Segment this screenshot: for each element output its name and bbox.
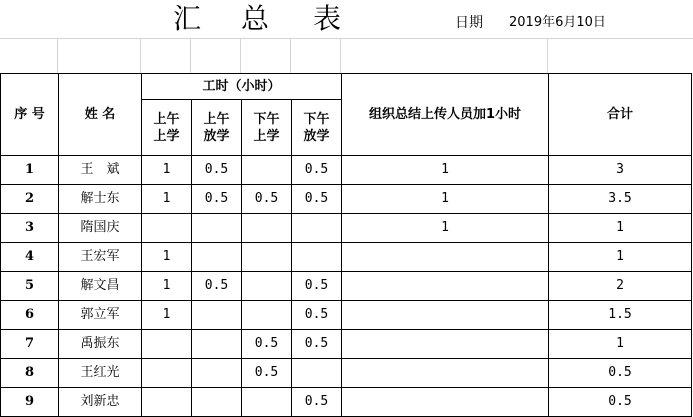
cell-am-end[interactable] xyxy=(192,243,242,272)
cell-total[interactable]: 1.5 xyxy=(549,301,692,330)
gridline xyxy=(57,38,58,74)
cell-am-start[interactable] xyxy=(142,214,192,243)
cell-pm-end[interactable]: 0.5 xyxy=(292,185,342,214)
cell-am-start[interactable]: 1 xyxy=(142,272,192,301)
cell-seq[interactable]: 6 xyxy=(1,301,59,330)
cell-am-start[interactable]: 1 xyxy=(142,156,192,185)
cell-am-end[interactable]: 0.5 xyxy=(192,272,242,301)
header-pm-school-end-label: 下午 放学 xyxy=(303,111,330,144)
cell-total[interactable]: 0.5 xyxy=(549,388,692,417)
cell-seq[interactable]: 8 xyxy=(1,359,59,388)
date-label: 日期 xyxy=(455,15,483,31)
cell-pm-end[interactable] xyxy=(292,359,342,388)
header-worktime-group[interactable]: 工时（小时） xyxy=(142,74,342,100)
cell-total[interactable]: 3 xyxy=(549,156,692,185)
summary-table xyxy=(0,73,692,417)
cell-name[interactable]: 隋国庆 xyxy=(59,214,142,243)
cell-seq[interactable]: 2 xyxy=(1,185,59,214)
cell-name[interactable]: 刘新忠 xyxy=(59,388,142,417)
header-total[interactable]: 合计 xyxy=(549,74,692,156)
title-char-2: 总 xyxy=(241,2,270,35)
cell-bonus[interactable] xyxy=(342,301,549,330)
cell-am-end[interactable] xyxy=(192,359,242,388)
header-name[interactable]: 姓 名 xyxy=(59,74,142,156)
cell-am-end[interactable] xyxy=(192,388,242,417)
cell-seq[interactable]: 9 xyxy=(1,388,59,417)
cell-pm-end[interactable]: 0.5 xyxy=(292,272,342,301)
cell-pm-start[interactable] xyxy=(242,243,292,272)
header-seq[interactable]: 序 号 xyxy=(1,74,59,156)
table-row xyxy=(1,272,692,301)
cell-pm-end[interactable] xyxy=(292,243,342,272)
gridline xyxy=(290,38,291,74)
header-am-school-end-label: 上午 放学 xyxy=(203,111,230,144)
header-am-school-start-label: 上午 上学 xyxy=(153,111,180,144)
header-row xyxy=(1,74,692,100)
cell-total[interactable]: 3.5 xyxy=(549,185,692,214)
table-row xyxy=(1,359,692,388)
cell-seq[interactable]: 5 xyxy=(1,272,59,301)
cell-pm-start[interactable]: 0.5 xyxy=(242,185,292,214)
cell-total[interactable]: 1 xyxy=(549,330,692,359)
cell-bonus[interactable] xyxy=(342,330,549,359)
cell-am-start[interactable]: 1 xyxy=(142,301,192,330)
cell-bonus[interactable]: 1 xyxy=(342,185,549,214)
gridline xyxy=(190,38,191,74)
cell-am-start[interactable]: 1 xyxy=(142,185,192,214)
title-char-1: 汇 xyxy=(173,2,202,35)
cell-name[interactable]: 王宏军 xyxy=(59,243,142,272)
cell-seq[interactable]: 4 xyxy=(1,243,59,272)
header-pm-school-start-label: 下午 上学 xyxy=(253,111,280,144)
cell-name[interactable]: 禹振东 xyxy=(59,330,142,359)
cell-pm-end[interactable]: 0.5 xyxy=(292,330,342,359)
cell-seq[interactable]: 7 xyxy=(1,330,59,359)
cell-am-start[interactable] xyxy=(142,359,192,388)
cell-am-end[interactable] xyxy=(192,330,242,359)
cell-pm-start[interactable] xyxy=(242,388,292,417)
header-am-school-end[interactable] xyxy=(192,100,242,156)
cell-am-start[interactable] xyxy=(142,388,192,417)
cell-am-start[interactable]: 1 xyxy=(142,243,192,272)
cell-name[interactable]: 王 斌 xyxy=(59,156,142,185)
cell-pm-start[interactable]: 0.5 xyxy=(242,359,292,388)
cell-bonus[interactable]: 1 xyxy=(342,214,549,243)
cell-am-start[interactable] xyxy=(142,330,192,359)
cell-name[interactable]: 王红光 xyxy=(59,359,142,388)
cell-name[interactable]: 郭立军 xyxy=(59,301,142,330)
title-char-3: 表 xyxy=(313,2,342,35)
table-row xyxy=(1,301,692,330)
cell-am-end[interactable] xyxy=(192,214,242,243)
cell-total[interactable]: 0.5 xyxy=(549,359,692,388)
date-value: 2019年6月10日 xyxy=(509,15,606,30)
cell-seq[interactable]: 3 xyxy=(1,214,59,243)
cell-bonus[interactable] xyxy=(342,243,549,272)
header-pm-school-end[interactable] xyxy=(292,100,342,156)
header-am-school-start[interactable] xyxy=(142,100,192,156)
table-row xyxy=(1,214,692,243)
gridline xyxy=(547,38,548,74)
cell-pm-end[interactable]: 0.5 xyxy=(292,156,342,185)
cell-seq[interactable]: 1 xyxy=(1,156,59,185)
gridline xyxy=(340,38,341,74)
gridline xyxy=(240,38,241,74)
cell-name[interactable]: 解文昌 xyxy=(59,272,142,301)
cell-pm-end[interactable]: 0.5 xyxy=(292,388,342,417)
header-summary-bonus[interactable]: 组织总结上传人员加1小时 xyxy=(342,74,549,156)
cell-am-end[interactable]: 0.5 xyxy=(192,185,242,214)
cell-total[interactable]: 1 xyxy=(549,214,692,243)
gridline xyxy=(0,38,693,39)
cell-bonus[interactable] xyxy=(342,388,549,417)
header-pm-school-start[interactable] xyxy=(242,100,292,156)
cell-bonus[interactable] xyxy=(342,272,549,301)
table-row xyxy=(1,330,692,359)
cell-bonus[interactable] xyxy=(342,359,549,388)
cell-bonus[interactable]: 1 xyxy=(342,156,549,185)
cell-pm-end[interactable] xyxy=(292,214,342,243)
cell-pm-end[interactable]: 0.5 xyxy=(292,301,342,330)
cell-name[interactable]: 解士东 xyxy=(59,185,142,214)
cell-pm-start[interactable] xyxy=(242,301,292,330)
table-row xyxy=(1,185,692,214)
cell-total[interactable]: 1 xyxy=(549,243,692,272)
cell-am-end[interactable] xyxy=(192,301,242,330)
cell-pm-start[interactable] xyxy=(242,272,292,301)
cell-am-end[interactable]: 0.5 xyxy=(192,156,242,185)
cell-total[interactable]: 2 xyxy=(549,272,692,301)
table-row xyxy=(1,156,692,185)
cell-pm-start[interactable]: 0.5 xyxy=(242,330,292,359)
gridline xyxy=(140,38,141,74)
table-row xyxy=(1,243,692,272)
title-row xyxy=(0,0,693,38)
cell-pm-start[interactable] xyxy=(242,156,292,185)
table-row xyxy=(1,388,692,417)
cell-pm-start[interactable] xyxy=(242,214,292,243)
